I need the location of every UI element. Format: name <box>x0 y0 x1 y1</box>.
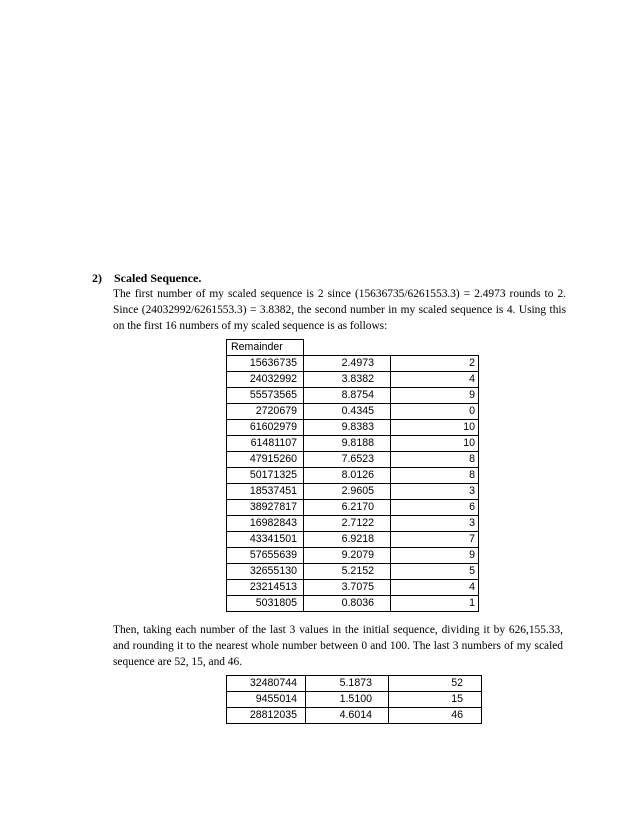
remainder-cell: 47915260 <box>227 452 304 468</box>
scaled-value-cell: 5.2152 <box>304 564 391 580</box>
remainder-cell: 2720679 <box>227 404 304 420</box>
remainder-cell: 55573565 <box>227 388 304 404</box>
rounded-value-cell: 7 <box>391 532 479 548</box>
rounded-value-cell: 3 <box>391 484 479 500</box>
last-values-table <box>226 675 482 724</box>
rounded-value-cell: 10 <box>391 436 479 452</box>
scaled-value-cell: 4.6014 <box>306 708 389 724</box>
scaled-value-cell: 8.8754 <box>304 388 391 404</box>
table-row <box>227 708 482 724</box>
rounded-value-cell: 9 <box>391 548 479 564</box>
scaled-value-cell: 3.7075 <box>304 580 391 596</box>
rounded-value-cell: 0 <box>391 404 479 420</box>
table-row <box>227 436 479 452</box>
table-row <box>227 356 479 372</box>
scaled-value-cell: 8.0126 <box>304 468 391 484</box>
scaled-value-cell: 2.7122 <box>304 516 391 532</box>
table-row <box>227 452 479 468</box>
section-number: 2) <box>92 271 102 285</box>
remainder-cell: 15636735 <box>227 356 304 372</box>
scaled-value-cell: 0.4345 <box>304 404 391 420</box>
table-row <box>227 388 479 404</box>
scaled-value-cell: 9.8188 <box>304 436 391 452</box>
section-scaled-sequence <box>92 270 566 334</box>
remainder-cell: 16982843 <box>227 516 304 532</box>
scaled-value-cell: 7.6523 <box>304 452 391 468</box>
table-row <box>227 580 479 596</box>
table-row <box>227 532 479 548</box>
remainder-cell: 61481107 <box>227 436 304 452</box>
scaled-value-cell: 2.4973 <box>304 356 391 372</box>
rounded-value-cell: 8 <box>391 468 479 484</box>
rounded-value-cell: 3 <box>391 516 479 532</box>
remainder-cell: 24032992 <box>227 372 304 388</box>
rounded-value-cell: 4 <box>391 580 479 596</box>
scaled-value-cell: 9.8383 <box>304 420 391 436</box>
rounded-value-cell: 6 <box>391 500 479 516</box>
remainder-cell: 61602979 <box>227 420 304 436</box>
table-row <box>227 692 482 708</box>
table-row <box>227 500 479 516</box>
table-row <box>227 372 479 388</box>
remainder-cell: 50171325 <box>227 468 304 484</box>
section-title: Scaled Sequence. <box>114 271 202 285</box>
scaled-value-cell: 3.8382 <box>304 372 391 388</box>
remainder-cell: 5031805 <box>227 596 304 612</box>
rounded-value-cell: 4 <box>391 372 479 388</box>
scaled-value-cell: 2.9605 <box>304 484 391 500</box>
scaled-value-cell: 1.5100 <box>306 692 389 708</box>
scaled-value-cell: 5.1873 <box>306 676 389 692</box>
table-row <box>227 676 482 692</box>
rounded-value-cell: 9 <box>391 388 479 404</box>
table-row <box>227 548 479 564</box>
header-empty-cell <box>304 340 391 356</box>
table-row <box>227 420 479 436</box>
remainder-cell: 23214513 <box>227 580 304 596</box>
remainder-cell: 32655130 <box>227 564 304 580</box>
rounded-value-cell: 5 <box>391 564 479 580</box>
table-row <box>227 468 479 484</box>
table-row <box>227 596 479 612</box>
rounded-value-cell: 10 <box>391 420 479 436</box>
scaled-value-cell: 9.2079 <box>304 548 391 564</box>
remainder-table <box>226 339 479 612</box>
remainder-header: Remainder <box>227 340 304 356</box>
remainder-cell: 18537451 <box>227 484 304 500</box>
rounded-value-cell: 15 <box>389 692 482 708</box>
header-empty-cell <box>391 340 479 356</box>
intro-paragraph: The first number of my scaled sequence is 2 since (15636735/6261553.3) = 2.4973 rounds to 2. Since (24032992/6261553.3) = 3.8382, the second number in my scaled sequence is 4. Using this on the first 16 numbers of my scaled sequence is as follows: <box>113 288 566 332</box>
rounded-value-cell: 2 <box>391 356 479 372</box>
table-row <box>227 516 479 532</box>
section-heading <box>92 270 566 286</box>
remainder-cell: 9455014 <box>227 692 306 708</box>
table-row <box>227 564 479 580</box>
scaled-value-cell: 6.2170 <box>304 500 391 516</box>
table-row <box>227 484 479 500</box>
table-header-row <box>227 340 479 356</box>
scaled-value-cell: 6.9218 <box>304 532 391 548</box>
rounded-value-cell: 52 <box>389 676 482 692</box>
rounded-value-cell: 46 <box>389 708 482 724</box>
remainder-cell: 43341501 <box>227 532 304 548</box>
rounded-value-cell: 8 <box>391 452 479 468</box>
rounded-value-cell: 1 <box>391 596 479 612</box>
scaled-value-cell: 0.8036 <box>304 596 391 612</box>
remainder-cell: 32480744 <box>227 676 306 692</box>
remainder-cell: 28812035 <box>227 708 306 724</box>
remainder-cell: 57655639 <box>227 548 304 564</box>
closing-paragraph: Then, taking each number of the last 3 values in the initial sequence, dividing it by 626,155.33, and rounding it to the nearest whole number between 0 and 100. The last 3 numbers of my scaled sequence are 52, 15, and 46. <box>113 624 563 668</box>
table-row <box>227 404 479 420</box>
remainder-cell: 38927817 <box>227 500 304 516</box>
